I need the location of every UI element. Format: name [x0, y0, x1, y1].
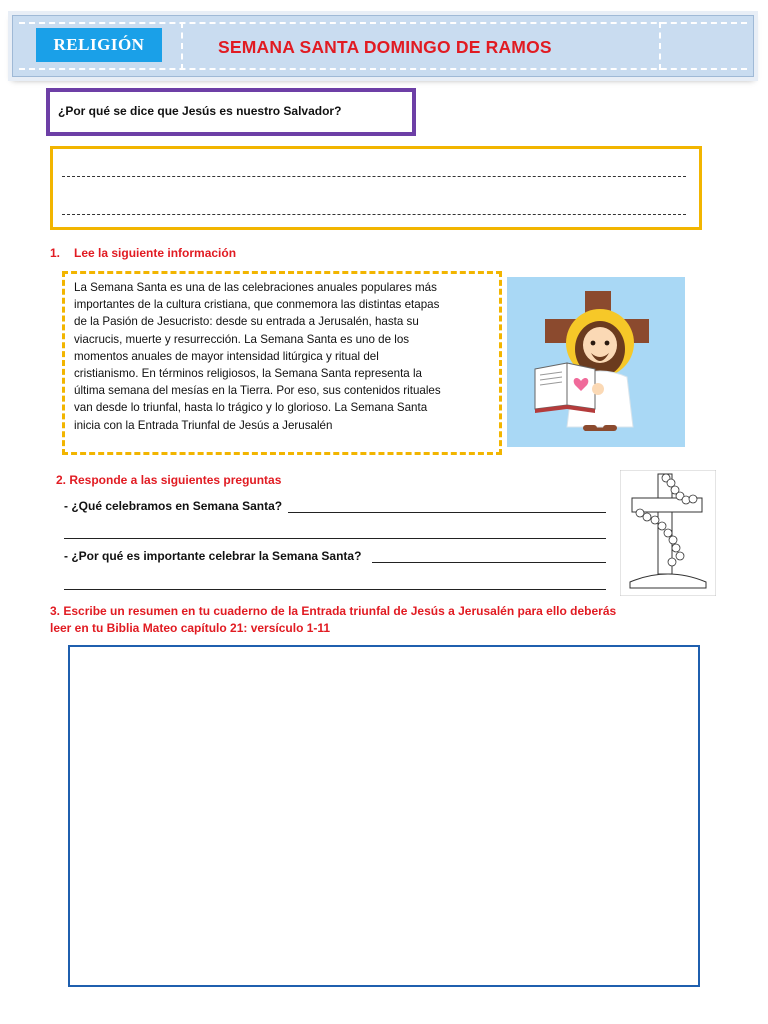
jesus-with-cross-illustration [507, 277, 685, 447]
answer-box[interactable] [50, 146, 702, 230]
question-2: - ¿Por qué es importante celebrar la Semana Santa? [64, 549, 362, 563]
banner-divider [659, 22, 661, 70]
page-title: SEMANA SANTA DOMINGO DE RAMOS [218, 37, 552, 57]
answer-line [62, 176, 686, 177]
answer-1-line-2[interactable] [64, 538, 606, 539]
question-text: ¿Por qué se dice que Jesús es nuestro Salvador? [58, 104, 342, 118]
answer-1-line[interactable] [288, 512, 606, 513]
answer-2-line-2[interactable] [64, 589, 606, 590]
summary-box[interactable] [68, 645, 700, 987]
flowered-cross-illustration [620, 470, 716, 596]
answer-2-line[interactable] [372, 562, 606, 563]
question-1: - ¿Qué celebramos en Semana Santa? [64, 499, 283, 513]
banner-dash-top [19, 22, 747, 24]
section-1-number: 1. [50, 246, 61, 260]
section-1-title: Lee la siguiente información [74, 246, 237, 260]
subject-badge: RELIGIÓN [36, 28, 162, 62]
info-text: La Semana Santa es una de las celebraciones anuales populares más importantes de la cultura cristiana, que conmemora las distintas etapas de la Pasión de Jesucristo: desde su entrada a Jerusalén, hasta su viacrucis, muerte y resurrección. La Semana Santa es uno de los momentos anuales de mayor intensidad litúrgica y ritual del cristianismo. En términos religiosos, la Semana Santa representa la última semana del mesías en la Tierra. Por eso, sus contenidos rituales van desde lo triunfal, hasta lo trágico y lo glorioso. La Semana Santa inicia con la Entrada Triunfal de Jesús a Jerusalén [74, 281, 441, 432]
banner-divider [181, 22, 183, 70]
banner-dash-bottom [19, 68, 747, 70]
section-2-title: 2. Responde a las siguientes preguntas [56, 473, 282, 487]
answer-line [62, 214, 686, 215]
section-3-instructions: 3. Escribe un resumen en tu cuaderno de la Entrada triunfal de Jesús a Jerusalén para ello deberás leer en tu Biblia Mateo capítulo 21: versículo 1-11 [50, 604, 617, 635]
